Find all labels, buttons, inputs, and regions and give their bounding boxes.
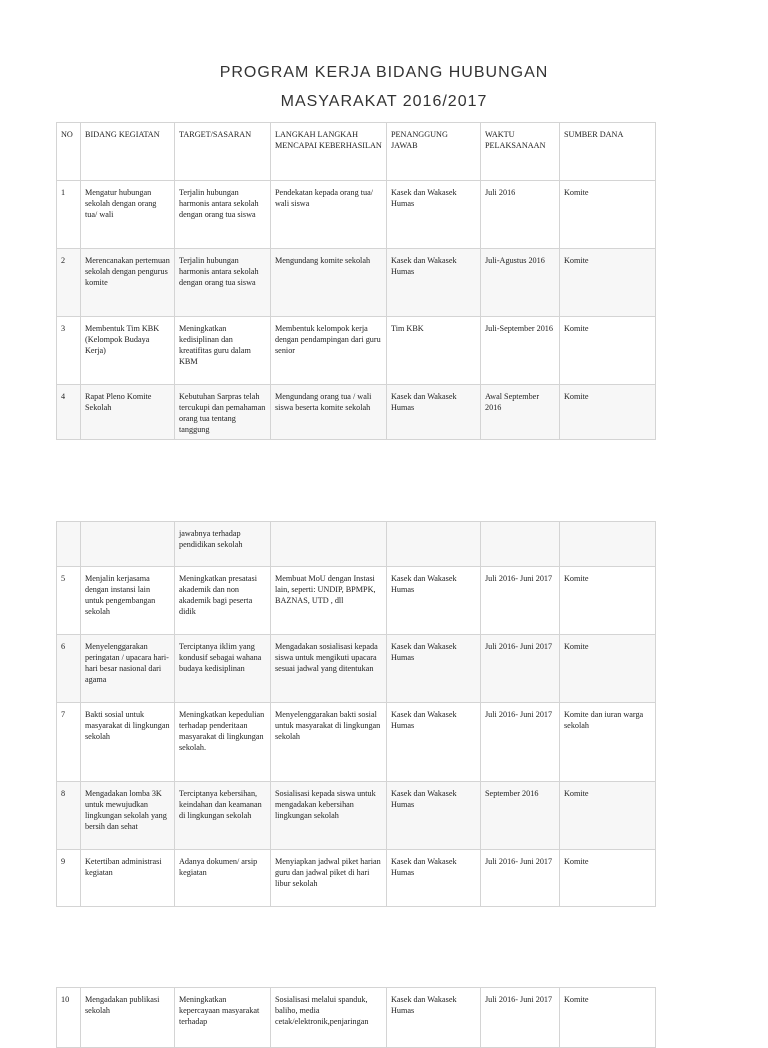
table-row bbox=[57, 249, 656, 317]
cell-waktu: Juli-September 2016 bbox=[481, 317, 560, 385]
cell-bidang: Rapat Pleno Komite Sekolah bbox=[81, 385, 175, 440]
cell-sumber: Komite bbox=[560, 988, 656, 1048]
header-sumber-dana: SUMBER DANA bbox=[560, 123, 656, 181]
cell-target: Terciptanya iklim yang kondusif sebagai wahana budaya kedisiplinan bbox=[175, 635, 271, 703]
cell-sumber: Komite bbox=[560, 782, 656, 850]
cell-target: Terjalin hubungan harmonis antara sekolah dengan orang tua siswa bbox=[175, 249, 271, 317]
cell-penanggung: Kasek dan Wakasek Humas bbox=[387, 385, 481, 440]
program-table-part-2 bbox=[56, 521, 656, 907]
cell-sumber: Komite bbox=[560, 317, 656, 385]
cell-sumber: Komite bbox=[560, 635, 656, 703]
cell-penanggung: Kasek dan Wakasek Humas bbox=[387, 635, 481, 703]
cell-waktu: Awal September 2016 bbox=[481, 385, 560, 440]
table-header-row bbox=[57, 123, 656, 181]
cell-penanggung: Kasek dan Wakasek Humas bbox=[387, 249, 481, 317]
cell-bidang: Bakti sosial untuk masyarakat di lingkungan sekolah bbox=[81, 703, 175, 782]
cell-langkah bbox=[271, 522, 387, 567]
header-bidang-kegiatan: BIDANG KEGIATAN bbox=[81, 123, 175, 181]
cell-langkah: Membuat MoU dengan Instasi lain, seperti: UNDIP, BPMPK, BAZNAS, UTD , dll bbox=[271, 567, 387, 635]
cell-waktu: Juli 2016- Juni 2017 bbox=[481, 703, 560, 782]
table-row bbox=[57, 385, 656, 440]
cell-no: 5 bbox=[57, 567, 81, 635]
cell-no: 10 bbox=[57, 988, 81, 1048]
cell-bidang: Mengadakan lomba 3K untuk mewujudkan lingkungan sekolah yang bersih dan sehat bbox=[81, 782, 175, 850]
cell-target: Meningkatkan presatasi akademik dan non akademik bagi peserta didik bbox=[175, 567, 271, 635]
cell-langkah: Pendekatan kepada orang tua/ wali siswa bbox=[271, 181, 387, 249]
cell-penanggung: Kasek dan Wakasek Humas bbox=[387, 988, 481, 1048]
cell-langkah: Sosialisasi kepada siswa untuk mengadakan kebersihan lingkungan sekolah bbox=[271, 782, 387, 850]
cell-sumber: Komite bbox=[560, 181, 656, 249]
cell-penanggung: Kasek dan Wakasek Humas bbox=[387, 181, 481, 249]
cell-penanggung: Kasek dan Wakasek Humas bbox=[387, 567, 481, 635]
cell-bidang: Mengatur hubungan sekolah dengan orang tua/ wali bbox=[81, 181, 175, 249]
cell-bidang bbox=[81, 522, 175, 567]
cell-no: 7 bbox=[57, 703, 81, 782]
cell-penanggung: Kasek dan Wakasek Humas bbox=[387, 850, 481, 907]
table-row bbox=[57, 782, 656, 850]
cell-waktu: Juli 2016- Juni 2017 bbox=[481, 850, 560, 907]
cell-target: Terciptanya kebersihan, keindahan dan keamanan di lingkungan sekolah bbox=[175, 782, 271, 850]
cell-no bbox=[57, 522, 81, 567]
cell-langkah: Menyiapkan jadwal piket harian guru dan jadwal piket di hari libur sekolah bbox=[271, 850, 387, 907]
cell-bidang: Menjalin kerjasama dengan instansi lain untuk pengembangan sekolah bbox=[81, 567, 175, 635]
table-row bbox=[57, 703, 656, 782]
header-penanggung-jawab: PENANGGUNG JAWAB bbox=[387, 123, 481, 181]
table-row bbox=[57, 635, 656, 703]
cell-langkah: Sosialisasi melalui spanduk, baliho, media cetak/elektronik,penjaringan bbox=[271, 988, 387, 1048]
cell-no: 2 bbox=[57, 249, 81, 317]
header-target-sasaran: TARGET/SASARAN bbox=[175, 123, 271, 181]
table-row bbox=[57, 522, 656, 567]
cell-target: Meningkatkan kepercayaan masyarakat terhadap bbox=[175, 988, 271, 1048]
table-row bbox=[57, 181, 656, 249]
table-row bbox=[57, 988, 656, 1048]
cell-no: 9 bbox=[57, 850, 81, 907]
cell-sumber bbox=[560, 522, 656, 567]
cell-bidang: Menyelenggarakan peringatan / upacara hari-hari besar nasional dari agama bbox=[81, 635, 175, 703]
cell-langkah: Mengundang orang tua / wali siswa beserta komite sekolah bbox=[271, 385, 387, 440]
table-row bbox=[57, 317, 656, 385]
cell-waktu: Juli 2016 bbox=[481, 181, 560, 249]
cell-langkah: Mengadakan sosialisasi kepada siswa untuk mengikuti upacara sesuai jadwal yang ditentukan bbox=[271, 635, 387, 703]
cell-bidang: Ketertiban administrasi kegiatan bbox=[81, 850, 175, 907]
cell-target: Adanya dokumen/ arsip kegiatan bbox=[175, 850, 271, 907]
cell-sumber: Komite bbox=[560, 249, 656, 317]
cell-sumber: Komite bbox=[560, 567, 656, 635]
cell-target: Kebutuhan Sarpras telah tercukupi dan pemahaman orang tua tentang tanggung bbox=[175, 385, 271, 440]
header-langkah: LANGKAH LANGKAH MENCAPAI KEBERHASILAN bbox=[271, 123, 387, 181]
cell-penanggung: Kasek dan Wakasek Humas bbox=[387, 703, 481, 782]
cell-sumber: Komite bbox=[560, 850, 656, 907]
cell-target: jawabnya terhadap pendidikan sekolah bbox=[175, 522, 271, 567]
cell-penanggung bbox=[387, 522, 481, 567]
cell-waktu: September 2016 bbox=[481, 782, 560, 850]
cell-langkah: Membentuk kelompok kerja dengan pendampingan dari guru senior bbox=[271, 317, 387, 385]
cell-no: 4 bbox=[57, 385, 81, 440]
cell-target: Meningkatkan kedisiplinan dan kreatifitas guru dalam KBM bbox=[175, 317, 271, 385]
cell-no: 6 bbox=[57, 635, 81, 703]
cell-waktu: Juli 2016- Juni 2017 bbox=[481, 635, 560, 703]
cell-no: 1 bbox=[57, 181, 81, 249]
header-no: NO bbox=[57, 123, 81, 181]
cell-waktu: Juli-Agustus 2016 bbox=[481, 249, 560, 317]
cell-target: Meningkatkan kepedulian terhadap penderitaan masyarakat di lingkungan sekolah. bbox=[175, 703, 271, 782]
cell-target: Terjalin hubungan harmonis antara sekolah dengan orang tua siswa bbox=[175, 181, 271, 249]
cell-langkah: Mengundang komite sekolah bbox=[271, 249, 387, 317]
cell-bidang: Membentuk Tim KBK (Kelompok Budaya Kerja) bbox=[81, 317, 175, 385]
cell-waktu: Juli 2016- Juni 2017 bbox=[481, 567, 560, 635]
cell-no: 8 bbox=[57, 782, 81, 850]
cell-sumber: Komite bbox=[560, 385, 656, 440]
cell-waktu: Juli 2016- Juni 2017 bbox=[481, 988, 560, 1048]
table-row bbox=[57, 850, 656, 907]
cell-langkah: Menyelenggarakan bakti sosial untuk masyarakat di lingkungan sekolah bbox=[271, 703, 387, 782]
document-title-line-2: MASYARAKAT 2016/2017 bbox=[280, 93, 488, 110]
cell-waktu bbox=[481, 522, 560, 567]
header-waktu: WAKTU PELAKSANAAN bbox=[481, 123, 560, 181]
program-table-part-1 bbox=[56, 122, 656, 440]
cell-penanggung: Tim KBK bbox=[387, 317, 481, 385]
document-title-line-1: PROGRAM KERJA BIDANG HUBUNGAN bbox=[219, 64, 549, 81]
cell-bidang: Mengadakan publikasi sekolah bbox=[81, 988, 175, 1048]
program-table-part-3 bbox=[56, 987, 656, 1048]
cell-penanggung: Kasek dan Wakasek Humas bbox=[387, 782, 481, 850]
table-row bbox=[57, 567, 656, 635]
cell-no: 3 bbox=[57, 317, 81, 385]
cell-sumber: Komite dan iuran warga sekolah bbox=[560, 703, 656, 782]
cell-bidang: Merencanakan pertemuan sekolah dengan pengurus komite bbox=[81, 249, 175, 317]
